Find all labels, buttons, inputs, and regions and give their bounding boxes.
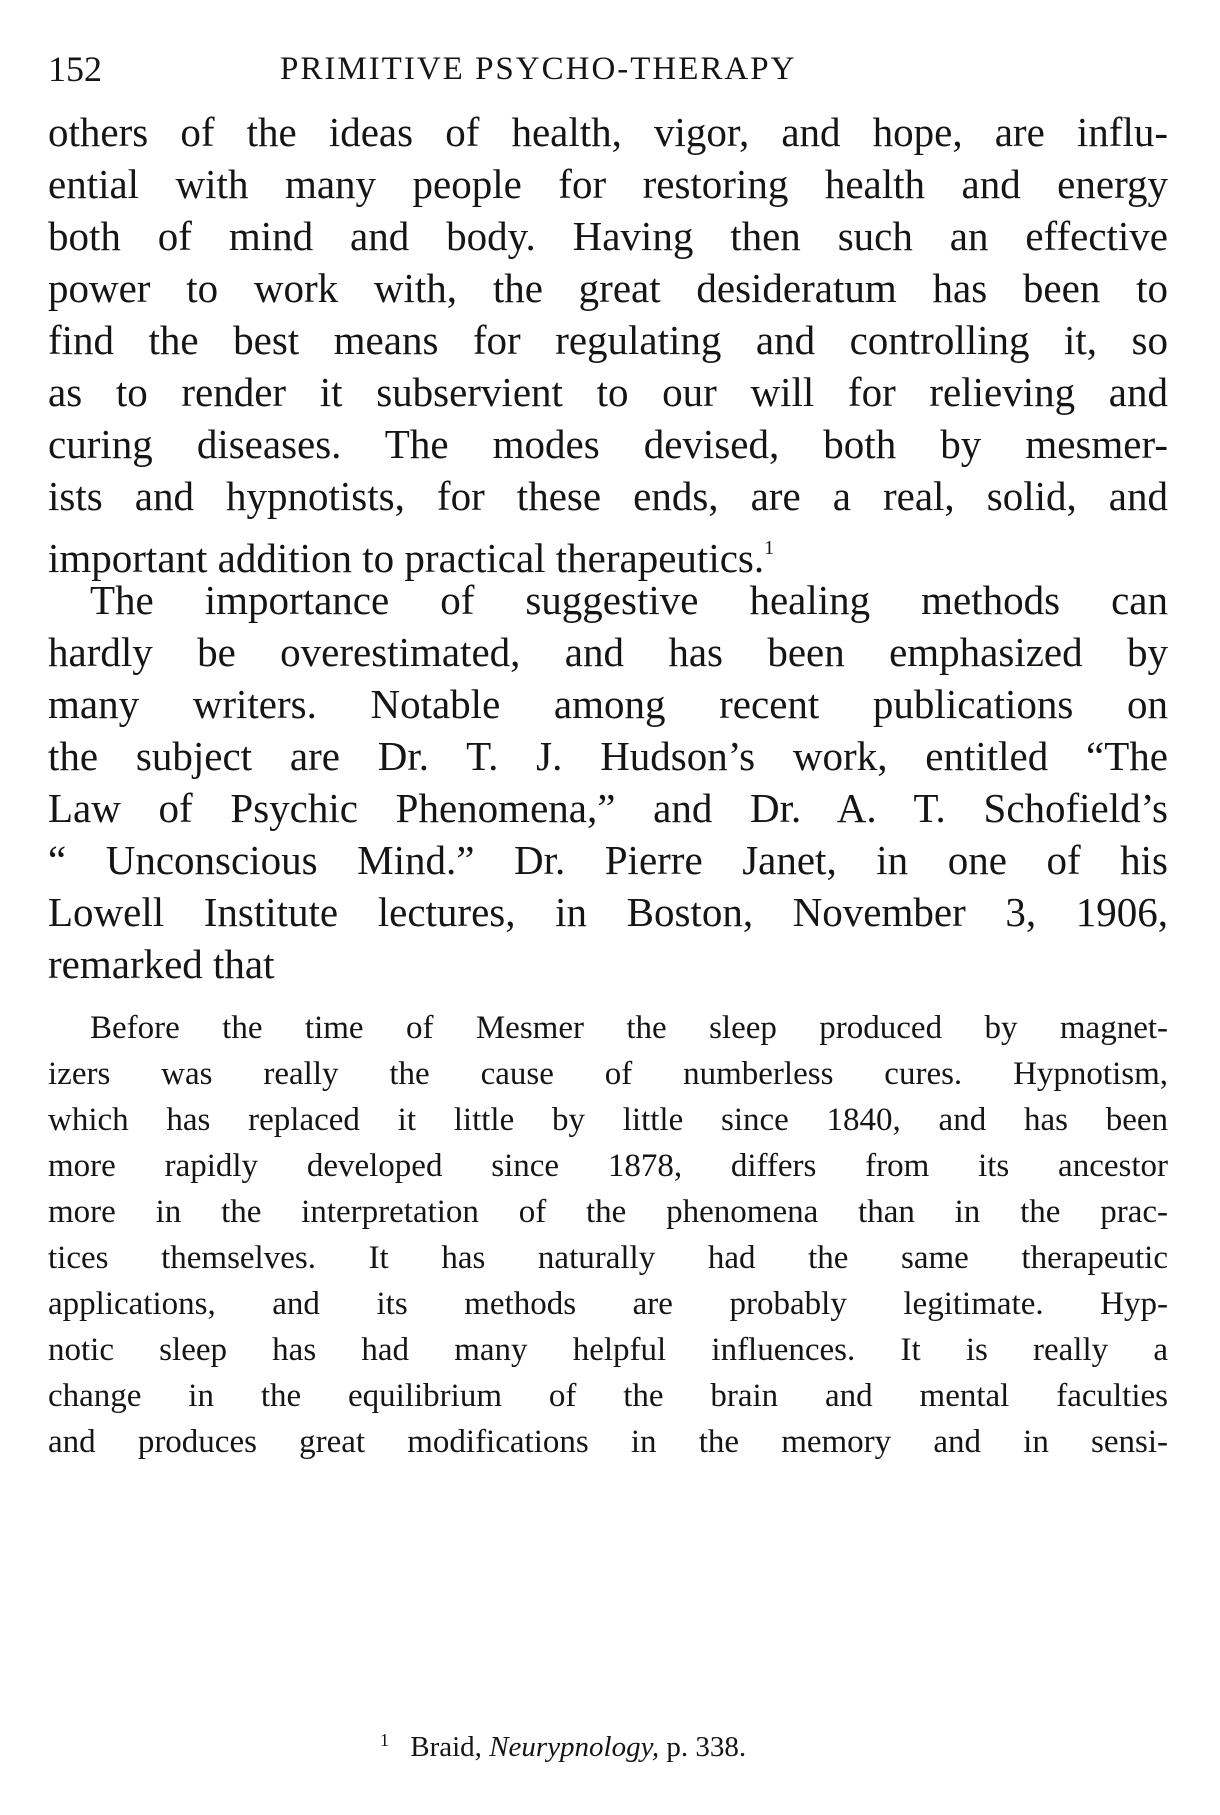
body-line: power to work with, the great desideratum has been to (48, 265, 1168, 311)
quote-line: notic sleep has had many helpful influences. It is really a (48, 1332, 1168, 1368)
footnote-title: Neurypnology, (489, 1731, 660, 1763)
paragraph-first-line: The importance of suggestive healing methods can (90, 577, 1168, 623)
body-line: Law of Psychic Phenomena,” and Dr. A. T. Schofield’s (48, 785, 1168, 831)
quote-line: and produces great modifications in the memory and in sensi- (48, 1424, 1168, 1460)
quote-line: more rapidly developed since 1878, differs from its ancestor (48, 1148, 1168, 1184)
footnote (380, 1718, 746, 1769)
footnote-marker: 1 (380, 1730, 389, 1750)
body-line: many writers. Notable among recent publications on (48, 681, 1168, 727)
body-line: remarked that (48, 941, 275, 987)
body-line: hardly be overestimated, and has been emphasized by (48, 629, 1168, 675)
body-line: ists and hypnotists, for these ends, are a real, solid, and (48, 473, 1168, 519)
body-line-text: important addition to practical therapeutics. (48, 535, 765, 581)
quote-line: change in the equilibrium of the brain and mental faculties (48, 1378, 1168, 1414)
footnote-reference: 1 (764, 537, 775, 559)
quote-line: Before the time of Mesmer the sleep produced by magnet- (90, 1010, 1168, 1046)
body-line: both of mind and body. Having then such an effective (48, 213, 1168, 259)
quote-line: which has replaced it little by little since 1840, and has been (48, 1102, 1168, 1138)
body-line: ential with many people for restoring health and energy (48, 161, 1168, 207)
quote-line: tices themselves. It has naturally had the same therapeutic (48, 1240, 1168, 1276)
body-line: Lowell Institute lectures, in Boston, November 3, 1906, (48, 889, 1168, 935)
quote-line: more in the interpretation of the phenomena than in the prac- (48, 1194, 1168, 1230)
quote-line: applications, and its methods are probably legitimate. Hyp- (48, 1286, 1168, 1322)
running-head (48, 44, 1168, 94)
body-line: the subject are Dr. T. J. Hudson’s work, entitled “The (48, 733, 1168, 779)
footnote-page: p. 338. (666, 1731, 747, 1763)
body-line: others of the ideas of health, vigor, and hope, are influ- (48, 109, 1168, 155)
running-title: PRIMITIVE PSYCHO-THERAPY (280, 51, 797, 87)
body-line: find the best means for regulating and controlling it, so (48, 317, 1168, 363)
footnote-author: Braid, (410, 1731, 482, 1763)
page-number: 152 (48, 49, 102, 89)
body-line: “ Unconscious Mind.” Dr. Pierre Janet, in one of his (48, 837, 1168, 883)
body-line: curing diseases. The modes devised, both by mesmer- (48, 421, 1168, 467)
quote-line: izers was really the cause of numberless cures. Hypnotism, (48, 1056, 1168, 1092)
body-line: as to render it subservient to our will for relieving and (48, 369, 1168, 415)
